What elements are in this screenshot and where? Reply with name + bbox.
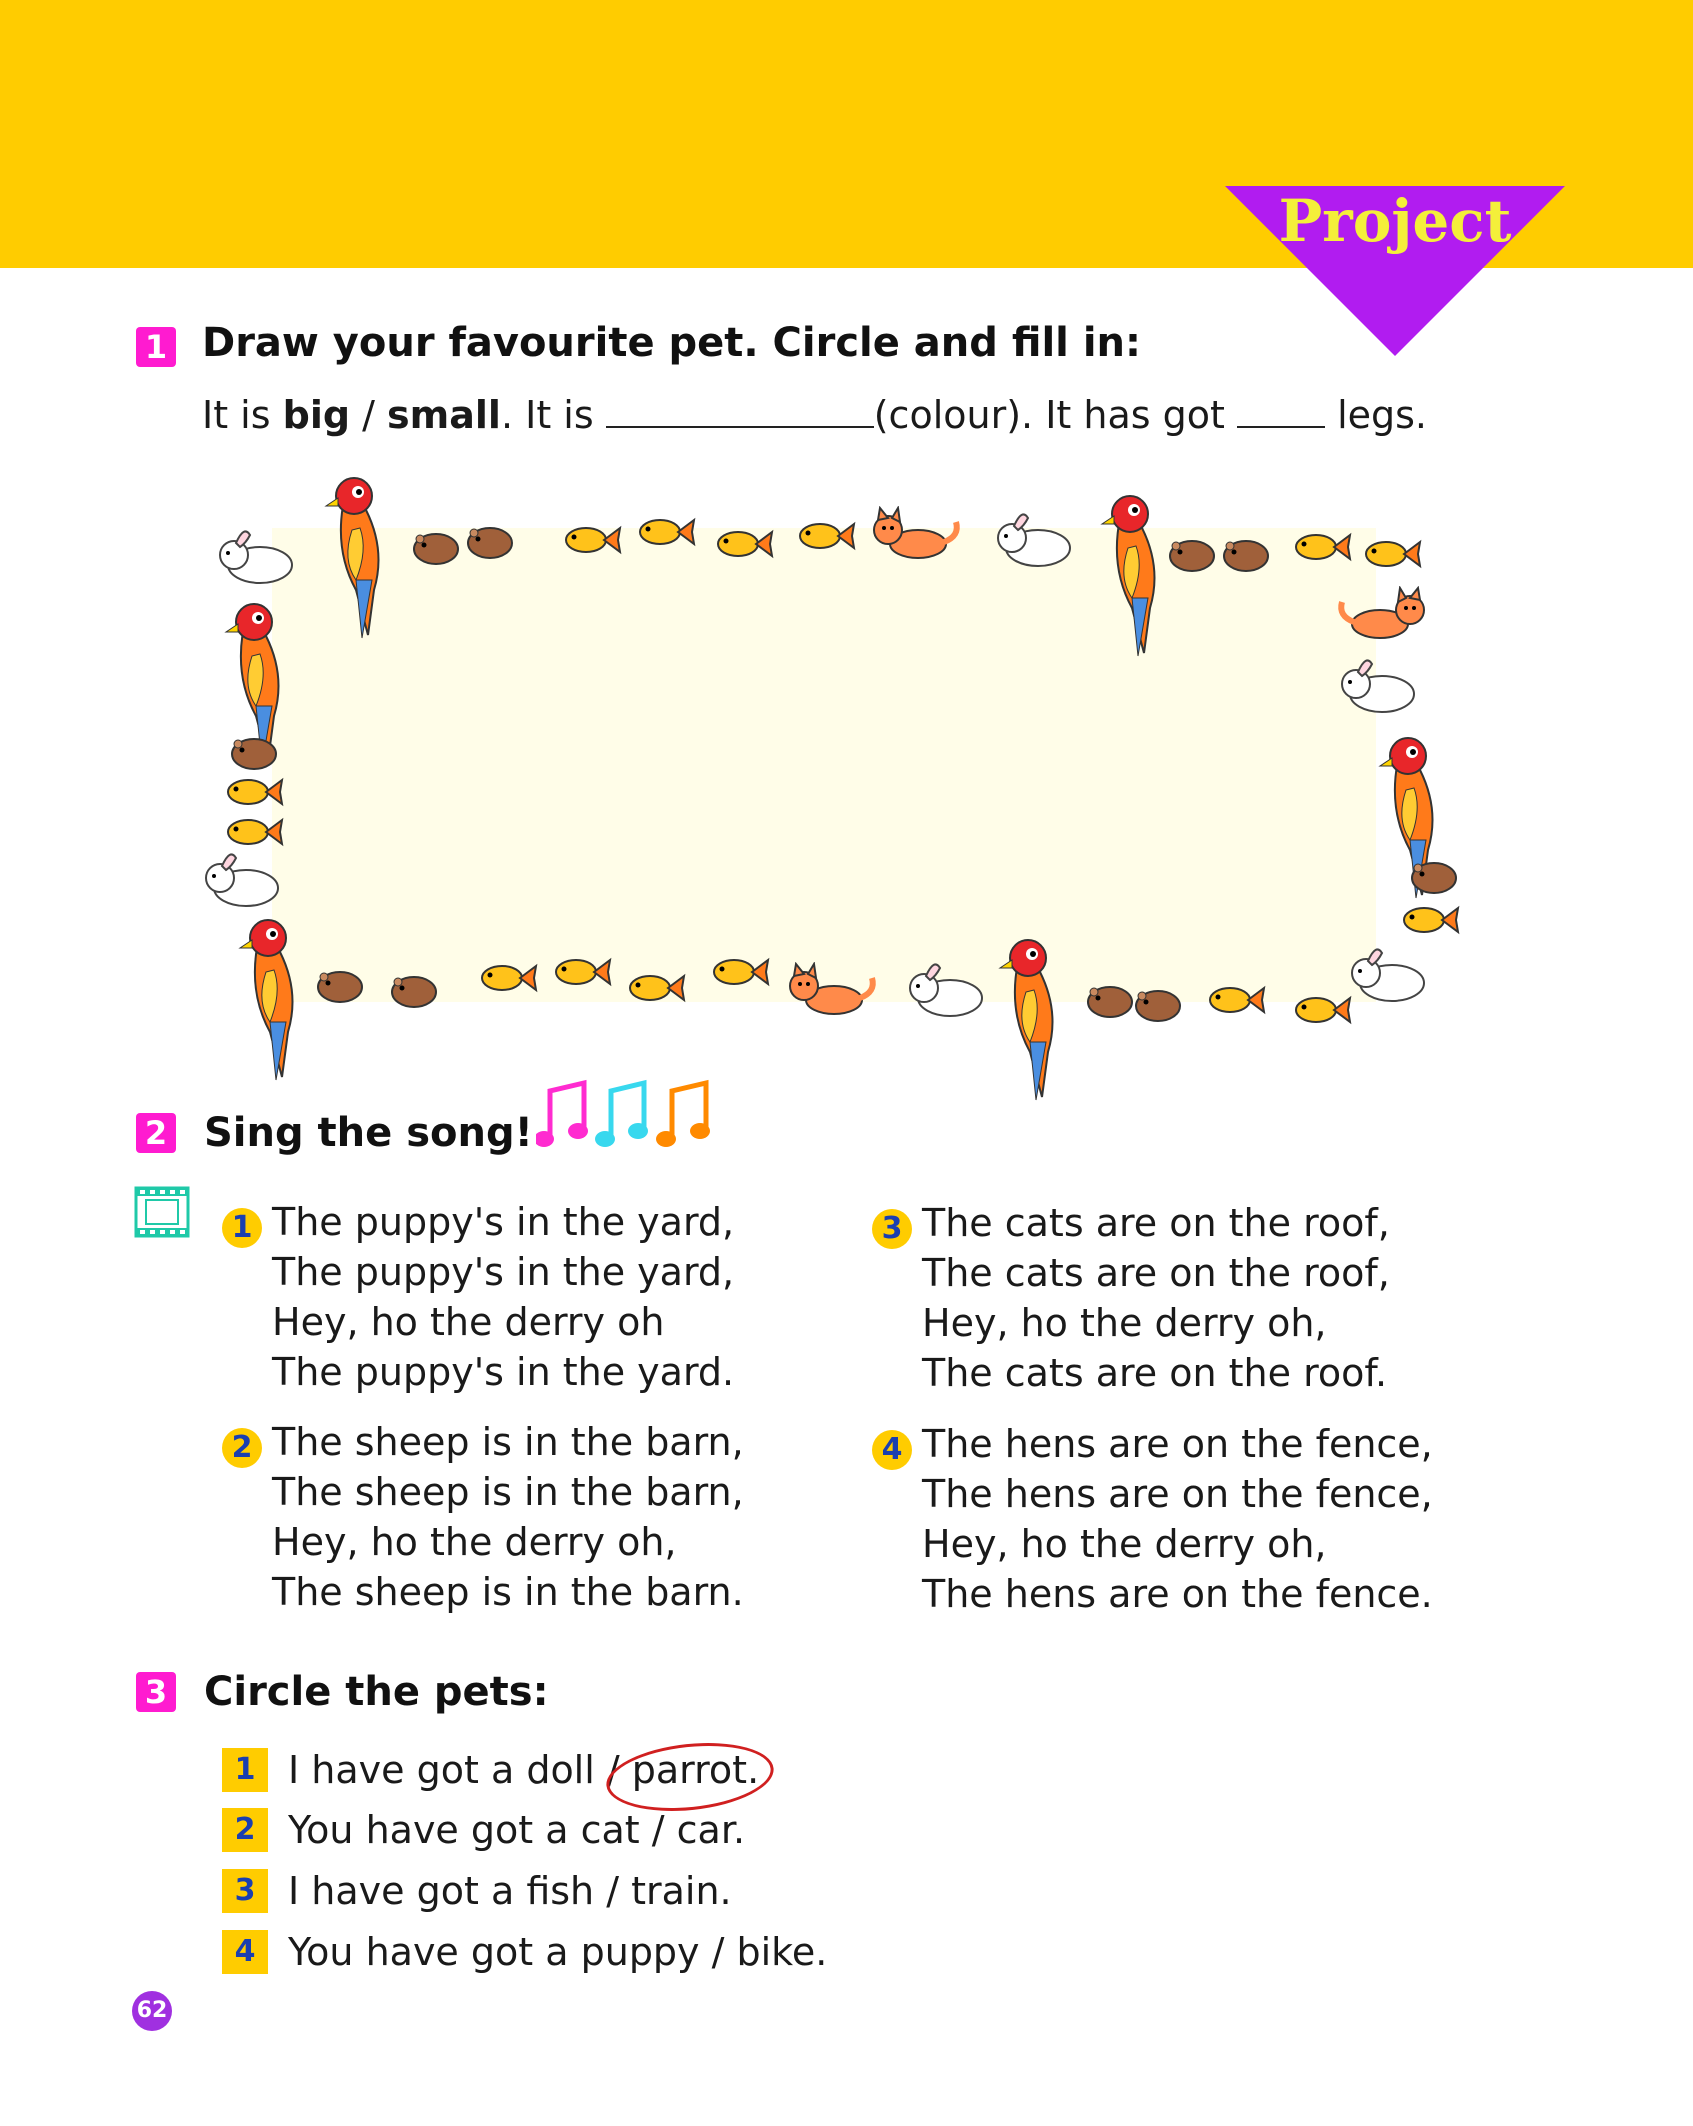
item-3-number: 3 [222, 1869, 268, 1913]
exercise-1-title: Draw your favourite pet. Circle and fill in: [202, 320, 1142, 366]
verse-1-line: The puppy's in the yard. [272, 1350, 735, 1394]
drawing-area[interactable] [272, 528, 1376, 1002]
verse-2-number: 2 [222, 1428, 262, 1468]
exercise-1-sentence [202, 392, 1427, 437]
option-small[interactable]: small [387, 393, 501, 437]
verse-1-line: The puppy's in the yard, [272, 1200, 735, 1244]
goldfish-icon [624, 968, 686, 1008]
goldfish-icon [222, 812, 284, 852]
goldfish-icon [222, 772, 284, 812]
verse-4-line: Hey, ho the derry oh, [922, 1522, 1327, 1566]
verse-2-line: The sheep is in the barn. [272, 1570, 744, 1614]
music-notes-icon [536, 1075, 736, 1157]
goldfish-icon [634, 512, 696, 552]
hamster-icon [314, 965, 366, 1005]
goldfish-icon [550, 952, 612, 992]
verse-4-number: 4 [872, 1430, 912, 1470]
exercise-2-number: 2 [136, 1113, 176, 1153]
item-1-answer[interactable]: parrot. [631, 1748, 760, 1792]
item-1-prompt: I have got a doll / [288, 1748, 632, 1792]
verse-3-line: The cats are on the roof. [922, 1351, 1388, 1395]
rabbit-icon [1336, 656, 1420, 716]
rabbit-icon [1346, 945, 1430, 1005]
hamster-icon [1132, 984, 1184, 1024]
sentence-part: legs. [1324, 393, 1427, 437]
item-4-number: 4 [222, 1930, 268, 1974]
hamster-icon [1166, 534, 1218, 574]
sentence-part: It is [202, 393, 283, 437]
verse-3-line: The cats are on the roof, [922, 1251, 1390, 1295]
goldfish-icon [794, 516, 856, 556]
item-2-number: 2 [222, 1808, 268, 1852]
cat-icon [870, 506, 962, 566]
item-2-text[interactable]: You have got a cat / car. [288, 1808, 746, 1852]
page-number: 62 [132, 1991, 172, 2031]
rabbit-icon [992, 510, 1076, 570]
parrot-icon [230, 912, 310, 1082]
rabbit-icon [904, 960, 988, 1020]
item-4-text[interactable]: You have got a puppy / bike. [288, 1930, 828, 1974]
verse-4-line: The hens are on the fence, [922, 1422, 1433, 1466]
parrot-icon [316, 470, 396, 640]
hamster-icon [388, 970, 440, 1010]
verse-2-line: The sheep is in the barn, [272, 1420, 744, 1464]
goldfish-icon [1360, 534, 1422, 574]
hamster-icon [1408, 856, 1460, 896]
verse-2-line: The sheep is in the barn, [272, 1470, 744, 1514]
cat-icon [1336, 586, 1428, 646]
verse-1-number: 1 [222, 1208, 262, 1248]
video-icon[interactable] [134, 1186, 190, 1238]
item-1-number: 1 [222, 1748, 268, 1792]
rabbit-icon [200, 850, 284, 910]
goldfish-icon [560, 520, 622, 560]
hamster-icon [1084, 980, 1136, 1020]
item-3-text[interactable]: I have got a fish / train. [288, 1869, 732, 1913]
project-label: Project [1278, 187, 1512, 255]
sentence-part: . It is [500, 393, 606, 437]
goldfish-icon [708, 952, 770, 992]
verse-1-line: The puppy's in the yard, [272, 1250, 735, 1294]
verse-4-line: The hens are on the fence. [922, 1572, 1433, 1616]
hamster-icon [410, 527, 462, 567]
verse-3-line: Hey, ho the derry oh, [922, 1301, 1327, 1345]
slash: / [350, 393, 388, 437]
cat-icon [786, 962, 878, 1022]
goldfish-icon [1204, 980, 1266, 1020]
goldfish-icon [1290, 527, 1352, 567]
goldfish-icon [1398, 900, 1460, 940]
rabbit-icon [214, 527, 298, 587]
hamster-icon [1220, 534, 1272, 574]
parrot-icon [990, 932, 1070, 1102]
verse-4-line: The hens are on the fence, [922, 1472, 1433, 1516]
parrot-icon [1092, 488, 1172, 658]
verse-3-number: 3 [872, 1209, 912, 1249]
exercise-3-number: 3 [136, 1672, 176, 1712]
option-big[interactable]: big [282, 393, 351, 437]
goldfish-icon [1290, 990, 1352, 1030]
goldfish-icon [712, 524, 774, 564]
verse-1-line: Hey, ho the derry oh [272, 1300, 665, 1344]
exercise-3-title: Circle the pets: [204, 1669, 549, 1715]
legs-blank[interactable] [1237, 392, 1325, 428]
verse-3-line: The cats are on the roof, [922, 1201, 1390, 1245]
colour-blank[interactable] [606, 392, 874, 428]
sentence-part: (colour). It has got [873, 393, 1237, 437]
exercise-1-number: 1 [136, 327, 176, 367]
hamster-icon [464, 521, 516, 561]
exercise-2-title: Sing the song! [204, 1110, 533, 1156]
hamster-icon [228, 732, 280, 772]
goldfish-icon [476, 958, 538, 998]
verse-2-line: Hey, ho the derry oh, [272, 1520, 677, 1564]
